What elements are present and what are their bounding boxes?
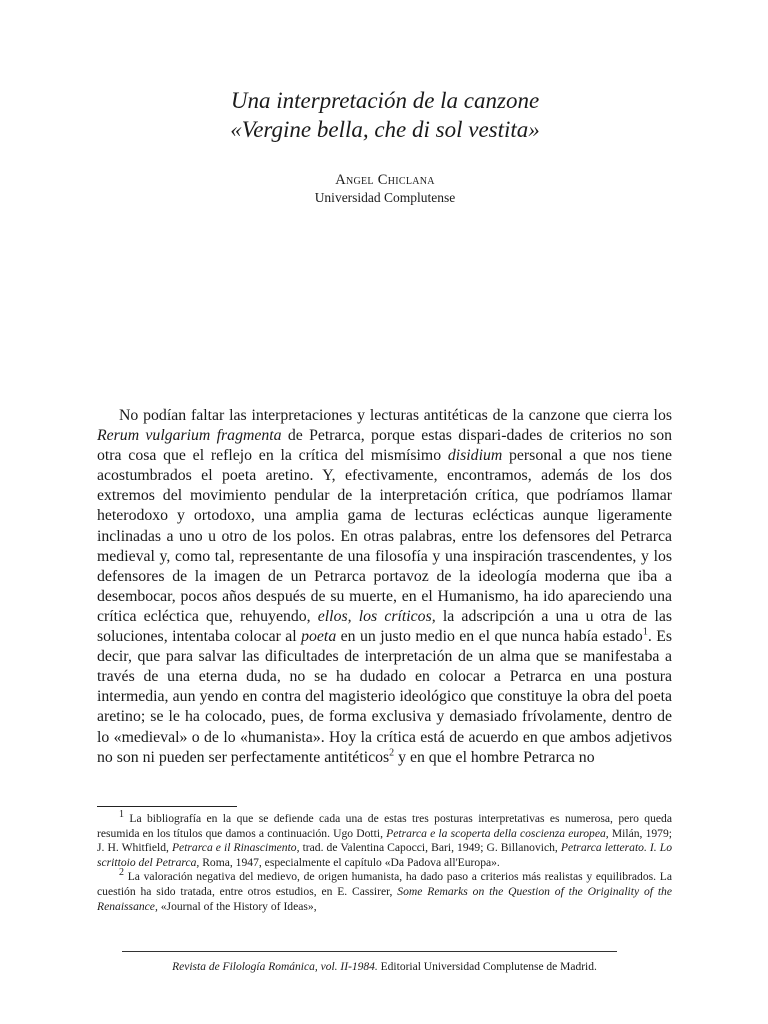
footnote-1-number: 1 — [119, 809, 124, 821]
footnote-italic-title: Petrarca e la scoperta della coscienza europea, — [386, 826, 609, 840]
footnote-text-run: trad. de Valentina Capocci, Bari, 1949; G. Billanovich, — [299, 841, 561, 855]
footnote-ref-1[interactable]: 1 — [642, 626, 648, 638]
footnote-italic-title: Petrarca letterato. I. Lo scrittoio del Petrarca, — [97, 841, 672, 869]
footnote-italic-title: Petrarca e il Rinascimento, — [171, 841, 300, 855]
body-text-run: personal a que nos tiene acostumbrados el poeta aretino. Y, efectivamente, encontramos, además de los dos extremos del movimiento pendular de la interpretación crítica, que podríamos llamar heterodoxo y ortodoxo, una amplia gama de lecturas eclécticas aunque ligeramente inclinadas a uno u otro de los polos. En otras palabras, entre los defensores del Petrarca medieval y, como tal, representante de una filosofía y una inspiración trascendentes, y los defensores de la imagen de un Petrarca portavoz de la ideología moderna que iba a desembocar, pocos años después de su muerte, en el Humanismo, ha ido apareciendo una crítica ecléctica que, rehuyendo, — [97, 447, 672, 625]
footnote-text-run: Milán, 1979; J. H. Whitfield, — [97, 826, 672, 855]
italic-phrase-ellos: ellos, los críticos, — [317, 607, 436, 625]
body-text-run: en un justo medio en el que nunca había estado — [336, 628, 643, 646]
article-title — [150, 86, 620, 144]
publisher-name: Editorial Universidad Complutense de Madrid. — [377, 961, 597, 973]
title-line-2: «Vergine bella, che di sol vestita» — [230, 117, 540, 142]
footnote-text-run: La bibliografía en la que se defiende cada una de estas tres posturas interpretativas es numerosa, pero queda resumida en los títulos que damos a continuación. Ugo Dotti, — [97, 812, 672, 840]
footnote-1 — [97, 809, 672, 870]
footnote-ref-2[interactable]: 2 — [389, 747, 395, 759]
footnotes — [97, 809, 672, 914]
body-text-run: . Es decir, que para salvar las dificultades de interpretación de un alma que se manifestaba a través de una eterna duda, no se ha dudado en colocar a Petrarca en una postura intermedia, aun yendo en contra del magisterio ideológico que constituye la obra del poeta aretino; se le ha colocado, pues, de forma exclusiva y demasiado frívolamente, dentro de lo «medieval» o de lo «humanista». Hoy la crítica está de acuerdo en que ambos adjetivos no son ni pueden ser perfectamente antitéticos — [97, 628, 672, 766]
footer-divider — [122, 951, 617, 952]
italic-title-rerum: Rerum vulgarium fragmenta — [97, 427, 282, 445]
author-affiliation: Universidad Complutense — [314, 190, 456, 205]
footnote-text-run: Roma, 1947, especialmente el capítulo «Da Padova all'Europa». — [199, 855, 500, 869]
body-paragraph — [97, 406, 672, 768]
footnote-divider — [97, 806, 237, 807]
footnote-text-run: «Journal of the History of Ideas», — [157, 899, 317, 913]
title-line-1: Una interpretación de la canzone — [230, 88, 540, 113]
footnote-italic-title: Some Remarks on the Question of the Originality of the Renaissance, — [97, 884, 672, 913]
body-text-run: No podían faltar las interpretaciones y lecturas antitéticas de la canzone que cierra los — [119, 407, 672, 424]
page-footer — [97, 961, 672, 973]
italic-term-disidium: disidium — [447, 447, 503, 465]
body-text-run: y en que el hombre Petrarca no — [394, 748, 595, 766]
journal-citation: Revista de Filología Románica, vol. II-1984. — [172, 961, 378, 973]
footnote-2-number: 2 — [119, 867, 124, 879]
body-text-run: la adscripción a una u otra de las soluciones, intentaba colocar al — [97, 607, 673, 646]
footnote-text-run: La valoración negativa del medievo, de origen humanista, ha dado paso a criterios más realistas y equilibrados. La cuestión ha sido tratada, entre otros estudios, en E. Cassirer, — [97, 870, 672, 898]
author-name: Angel Chiclana — [335, 172, 435, 188]
body-text-run: de Petrarca, porque estas dispari-dades de criterios no son otra cosa que el reflejo en la crítica del mismísimo — [97, 427, 672, 465]
italic-term-poeta: poeta — [301, 628, 337, 646]
footnote-2 — [97, 867, 672, 914]
